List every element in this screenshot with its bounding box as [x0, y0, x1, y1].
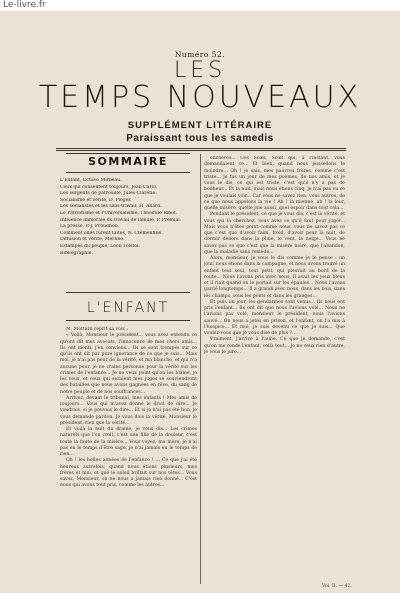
article-column-right	[204, 156, 345, 576]
toc-item: L'Enfant, Octave Mirbeau.	[60, 178, 122, 183]
column-divider	[200, 154, 201, 584]
table-of-contents	[60, 178, 198, 257]
masthead-rule	[56, 148, 346, 149]
article-paragraph: « Voilà, Monsieur le président... vous avez entendu ce qu'ont dit mes avocats, l'innocence de mes chers amis... Ils ont menti, j'en conviens... Ils se sont trompés sur ce qu'ils ont dit par pure ignorance de ce que je suis... Mais moi, je n'ai pas peur de la vérité, et ma blanche, et qui n'a aucune peur, je ne crains personne pour la vérité sur les crimes de l'enfance... Je ne veux point qu'on les blâme, je les veux, et ceux qui seraient mes juges se souviendront des batailles que nous avons gagnées en rêve, du sang de notre peuple et de nos souffrances...	[60, 333, 197, 395]
article-paragraph: Arrivez, devant le tribunal, mes enfants ! Mes amis de toujours... Vous qui m'avez donné le droit de dire... Je voudrais, si je pouvais le dire... Et si je n'ai pas été bon, je vous demande pardon. Je vous dois la vérité, Monsieur le président, rien que la vérité...	[60, 395, 197, 426]
sommaire-heading: SOMMAIRE	[88, 155, 168, 168]
article-paragraph: enchères... Ces Scœl, Scœl qui, à l'instant, vous demandaient ce... Et bien, quand nous possédons le moindre... Oh ! je sais, mes pauvres frères, comme c'est triste... je fus un jour de mes poèmes, de nos amis, et je vous le dis, ce qui est triste, c'est qu'il n'y a pas de bonheur... Et la nuit, mais nous étions cinq, je n'ai pas vu ce que je voulais voir... Car vous ne savez rien, vous autres, de ce que nous appelons la vie ! Ah ! la mienne, ah ! la leur, quelle misère, quelle joie aussi, quel espoir dans tout cela...	[204, 156, 345, 211]
masthead-title: TEMPS NOUVEAUX	[38, 80, 362, 115]
page-folio: Vol. II. — 42.	[322, 584, 352, 589]
article-paragraph: Vraiment, j'arrive à l'aube. Ce que je demande, c'est qu'on me rende l'enfant, voilà tout... Je ne veux rien d'autre, je vous le jure...	[204, 337, 345, 355]
toc-item: Les socialistes et les sans-travail, H. Allard.	[60, 204, 162, 210]
toc-item: Les sergents de patrouille, Jules Claretie.	[60, 191, 157, 197]
supplement-subtitle: SUPPLÉMENT LITTÉRAIRE	[127, 120, 273, 131]
toc-item: Estampes du peuple, Léon Tolstoï.	[60, 243, 140, 249]
watermark-banner	[0, 0, 400, 11]
article-title-rule	[66, 320, 190, 321]
toc-item: Diffusion et vérité, Merlino.	[60, 237, 125, 243]
article-paragraph: Alors, monsieur, je vous le dis comme je le pense : un jour, nous étions dans la campagne, et nous avons trouvé un enfant tout seul, tout petit, qui pleurait au bord de la route... Nous l'avons pris avec nous. Il avait les yeux bleus et il riait quand on le portait sur les épaules... Nous l'avons gardé longtemps... Il a grandi avec nous, dans les bois, dans les champs, sous les ponts et dans les granges...	[204, 256, 345, 299]
toc-item: Socialisme et vérité, D. Pioger.	[60, 197, 132, 203]
article-paragraph: M. Mottard reprit sa voix :	[66, 327, 128, 332]
sommaire-bottom-rule	[66, 172, 190, 173]
toc-item: La presse, P.-J. Proudhon.	[60, 224, 120, 230]
site-watermark: Le-livre.fr	[3, 0, 46, 10]
article-paragraph: Pendant le président, ce que je vous dis, c'est la vérité, et vous qui la cherchez, vous avez ce qu'il faut pour juger... Mais vous n'êtes point comme nous, vous ne savez pas ce que c'est que d'avoir faim, froid, d'avoir peur la nuit, de dormir dehors dans la pluie, le vent, la neige... Vous ne savez pas ce que c'est que la misère noire, que l'abandon, que la maladie sans remède...	[204, 212, 345, 255]
article-paragraph: Et voilà la nuit du drame, je vous dis... Les crimes naturels que l'on croit, c'est une fille de la douleur, c'est toute la faute de la misère... Vous voyez, ma mère, je n'ai pas eu le temps d'être sage, je n'ai jamais eu le temps de rien...	[60, 427, 197, 457]
toc-item: Ceux qui consentent toujours, Jean Carol.	[60, 184, 158, 190]
frequency-line: Paraissant tous les samedis	[126, 133, 274, 144]
article-top-rule	[66, 292, 190, 293]
article-title: L'ENFANT	[86, 300, 170, 316]
toc-item: Le Patriotisme et l'Universalisme, Théodule Ribot.	[60, 210, 178, 216]
masthead-les: LES	[173, 58, 227, 83]
article-paragraph: Oh ! les belles années de l'enfance ! ... Ce que j'ai été heureux autrefois, quand nous étions plusieurs, mes frères et moi, et que le soleil brillait sur nos têtes... Vous savez, Monsieur, on ne nous a jamais rien donné... C'est nous qui avons tout pris, comme les autres...	[60, 458, 197, 489]
toc-item: Comment elles furent faites, N. Ctemenfine.	[60, 230, 163, 236]
sommaire-top-rule	[66, 153, 190, 154]
issue-number: Numéro 52.	[174, 50, 226, 59]
article-column-left	[60, 327, 197, 582]
toc-item: Bibliographie.	[60, 250, 93, 256]
masthead-rule-thin	[56, 150, 346, 151]
toc-item: Influence immorale du travail de famille, P. Prémial.	[60, 217, 182, 223]
article-paragraph: Et puis un jour, les gendarmes sont venus... Ils nous ont pris l'enfant... Ils ont dit que nous l'avions volé... Nous ne l'avions pas volé, monsieur le président, nous l'avions sauvé... On nous a jetés en prison, et l'enfant, on l'a mis à l'hospice... Et moi, je suis devenu ce que je suis... Que voulez-vous que je vous dise de plus ?...	[204, 299, 345, 336]
